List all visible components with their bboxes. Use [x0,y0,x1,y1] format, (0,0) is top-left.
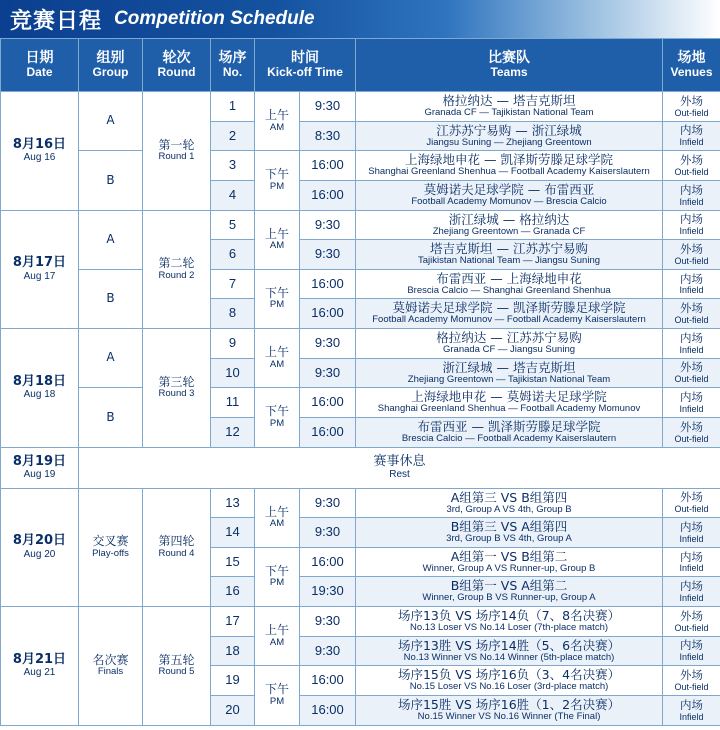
cell-teams: 江苏苏宁易购 — 浙江绿城 Jiangsu Suning — Zhejiang Greentown [356,121,663,151]
cell-group: B [79,269,143,328]
cell-teams: 上海绿地申花 — 凯泽斯劳滕足球学院 Shanghai Greenland Shenhua — Football Academy Kaiserslautern [356,151,663,181]
cell-no: 8 [211,299,255,329]
schedule-table [0,38,720,726]
cell-no: 12 [211,417,255,447]
cell-teams: 格拉纳达 — 塔吉克斯坦 Granada CF — Tajikistan National Team [356,92,663,122]
cell-teams: A组第一 VS B组第二 Winner, Group A VS Runner-up, Group B [356,547,663,577]
cell-venue: 外场 Out-field [663,151,720,181]
cell-no: 6 [211,240,255,270]
cell-group: 名次赛 Finals [79,607,143,726]
table-header-row [1,39,720,92]
cell-venue: 内场 Infield [663,329,720,359]
cell-no: 17 [211,607,255,637]
cell-date: 8月18日 Aug 18 [1,329,79,448]
table-row [1,151,720,181]
cell-time: 16:00 [300,269,356,299]
cell-teams: 格拉纳达 — 江苏苏宁易购 Granada CF — Jiangsu Suning [356,329,663,359]
cell-ampm: 上午 AM [255,210,300,269]
cell-no: 15 [211,547,255,577]
title-english: Competition Schedule [114,8,315,29]
cell-venue: 外场 Out-field [663,92,720,122]
table-row-rest [1,447,720,488]
cell-time: 9:30 [300,607,356,637]
cell-no: 3 [211,151,255,181]
cell-venue: 内场 Infield [663,121,720,151]
cell-no: 4 [211,180,255,210]
table-row [1,210,720,240]
cell-group: A [79,329,143,388]
col-group: 组别 Group [79,39,143,92]
cell-round: 第三轮 Round 3 [143,329,211,448]
cell-time: 16:00 [300,151,356,181]
cell-time: 8:30 [300,121,356,151]
cell-teams: 塔吉克斯坦 — 江苏苏宁易购 Tajikistan National Team — Jiangsu Suning [356,240,663,270]
cell-time: 9:30 [300,240,356,270]
cell-venue: 外场 Out-field [663,358,720,388]
cell-no: 1 [211,92,255,122]
cell-time: 19:30 [300,577,356,607]
cell-teams: 布雷西亚 — 凯泽斯劳滕足球学院 Brescia Calcio — Football Academy Kaiserslautern [356,417,663,447]
cell-venue: 内场 Infield [663,577,720,607]
cell-teams: 场序13胜 VS 场序14胜（5、6名决赛） No.13 Winner VS No.14 Winner (5th-place match) [356,636,663,666]
col-venues: 场地 Venues [663,39,720,92]
cell-time: 16:00 [300,695,356,725]
cell-venue: 外场 Out-field [663,417,720,447]
cell-teams: B组第一 VS A组第二 Winner, Group B VS Runner-up, Group A [356,577,663,607]
cell-no: 10 [211,358,255,388]
cell-time: 16:00 [300,417,356,447]
cell-no: 5 [211,210,255,240]
cell-ampm: 上午 AM [255,488,300,547]
cell-no: 13 [211,488,255,518]
table-row [1,388,720,418]
cell-time: 9:30 [300,636,356,666]
cell-teams: 布雷西亚 — 上海绿地申花 Brescia Calcio — Shanghai Greenland Shenhua [356,269,663,299]
table-row [1,92,720,122]
cell-group: A [79,92,143,151]
cell-round: 第五轮 Round 5 [143,607,211,726]
cell-teams: 莫姆诺夫足球学院 — 凯泽斯劳滕足球学院 Football Academy Momunov — Football Academy Kaiserslautern [356,299,663,329]
cell-teams: 场序15胜 VS 场序16胜（1、2名决赛） No.15 Winner VS No.16 Winner (The Final) [356,695,663,725]
cell-time: 16:00 [300,547,356,577]
cell-time: 9:30 [300,518,356,548]
title-chinese: 竞赛日程 [10,8,103,34]
cell-venue: 外场 Out-field [663,488,720,518]
cell-no: 9 [211,329,255,359]
cell-teams: 场序15负 VS 场序16负（3、4名决赛） No.15 Loser VS No.16 Loser (3rd-place match) [356,666,663,696]
cell-ampm: 下午 PM [255,269,300,328]
cell-teams: 上海绿地申花 — 莫姆诺夫足球学院 Shanghai Greenland Shenhua — Football Academy Momunov [356,388,663,418]
col-teams: 比赛队 Teams [356,39,663,92]
title-banner [0,0,720,38]
cell-time: 9:30 [300,358,356,388]
table-row [1,329,720,359]
cell-venue: 内场 Infield [663,388,720,418]
cell-group: B [79,388,143,447]
cell-rest-label: 赛事休息 Rest [79,447,720,488]
cell-no: 20 [211,695,255,725]
cell-group: 交叉赛 Play-offs [79,488,143,607]
cell-time: 9:30 [300,210,356,240]
cell-venue: 内场 Infield [663,180,720,210]
col-time: 时间 Kick-off Time [255,39,356,92]
cell-time: 16:00 [300,180,356,210]
cell-time: 16:00 [300,666,356,696]
col-date: 日期 Date [1,39,79,92]
cell-teams: 浙江绿城 — 塔吉克斯坦 Zhejiang Greentown — Tajikistan National Team [356,358,663,388]
cell-no: 19 [211,666,255,696]
cell-no: 2 [211,121,255,151]
cell-time: 9:30 [300,488,356,518]
col-no: 场序 No. [211,39,255,92]
cell-venue: 内场 Infield [663,269,720,299]
cell-venue: 内场 Infield [663,636,720,666]
cell-group: A [79,210,143,269]
cell-teams: 浙江绿城 — 格拉纳达 Zhejiang Greentown — Granada CF [356,210,663,240]
cell-teams: 场序13负 VS 场序14负（7、8名决赛） No.13 Loser VS No.14 Loser (7th-place match) [356,607,663,637]
cell-no: 14 [211,518,255,548]
cell-venue: 内场 Infield [663,695,720,725]
table-row [1,269,720,299]
cell-venue: 外场 Out-field [663,240,720,270]
cell-date: 8月21日 Aug 21 [1,607,79,726]
cell-time: 9:30 [300,329,356,359]
table-body [1,92,720,726]
table-row [1,488,720,518]
cell-venue: 外场 Out-field [663,666,720,696]
cell-venue: 外场 Out-field [663,607,720,637]
cell-no: 11 [211,388,255,418]
cell-round: 第四轮 Round 4 [143,488,211,607]
cell-ampm: 下午 PM [255,547,300,606]
cell-time: 16:00 [300,299,356,329]
cell-ampm: 下午 PM [255,151,300,210]
cell-no: 7 [211,269,255,299]
cell-ampm: 下午 PM [255,666,300,725]
cell-ampm: 上午 AM [255,329,300,388]
cell-date: 8月17日 Aug 17 [1,210,79,329]
cell-date: 8月20日 Aug 20 [1,488,79,607]
cell-ampm: 下午 PM [255,388,300,447]
table-row [1,607,720,637]
cell-no: 16 [211,577,255,607]
cell-venue: 内场 Infield [663,210,720,240]
cell-teams: A组第三 VS B组第四 3rd, Group A VS 4th, Group B [356,488,663,518]
cell-round: 第一轮 Round 1 [143,92,211,211]
cell-round: 第二轮 Round 2 [143,210,211,329]
col-round: 轮次 Round [143,39,211,92]
cell-venue: 内场 Infield [663,518,720,548]
cell-time: 16:00 [300,388,356,418]
cell-date: 8月16日 Aug 16 [1,92,79,211]
cell-venue: 外场 Out-field [663,299,720,329]
cell-date: 8月19日 Aug 19 [1,447,79,488]
cell-ampm: 上午 AM [255,607,300,666]
cell-no: 18 [211,636,255,666]
cell-venue: 内场 Infield [663,547,720,577]
cell-time: 9:30 [300,92,356,122]
cell-group: B [79,151,143,210]
cell-teams: B组第三 VS A组第四 3rd, Group B VS 4th, Group A [356,518,663,548]
cell-ampm: 上午 AM [255,92,300,151]
cell-teams: 莫姆诺夫足球学院 — 布雷西亚 Football Academy Momunov — Brescia Calcio [356,180,663,210]
